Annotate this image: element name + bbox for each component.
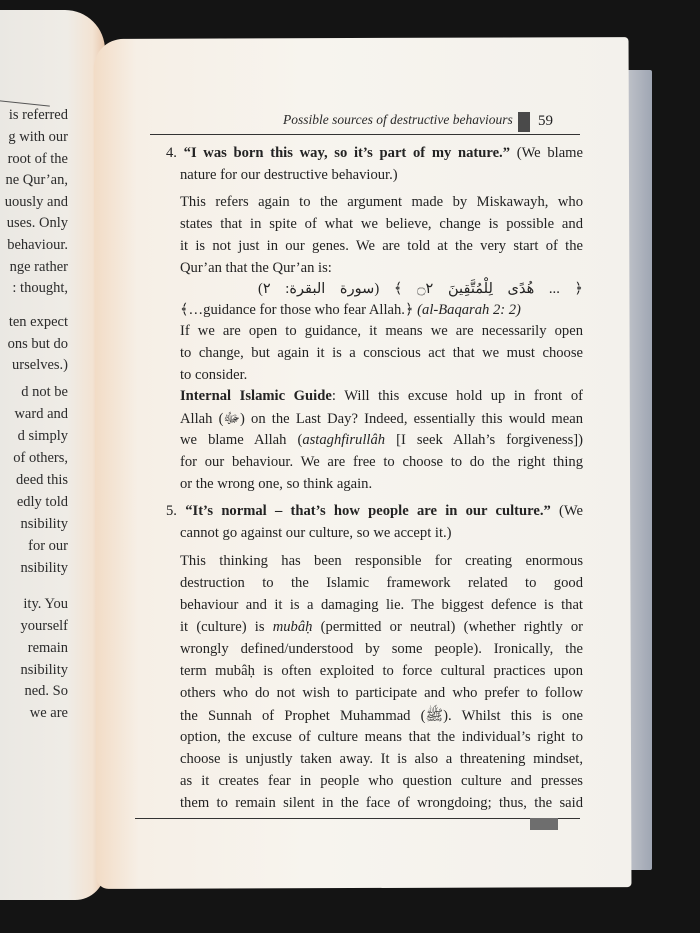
- text-line: [180, 575, 583, 592]
- text-line: [180, 476, 372, 493]
- text-segment: This refers again to the argument made by Miskawayh, who: [180, 194, 583, 210]
- text-segment: Qur’an that the Qur’an is:: [180, 260, 332, 276]
- text-line: [180, 597, 583, 614]
- left-page-line: urselves.): [12, 357, 68, 373]
- text-line: [180, 216, 583, 233]
- text-line: [180, 619, 583, 636]
- text-segment: (permitted or neutral) (whether rightly or: [312, 619, 583, 635]
- text-segment: for our behaviour. We are free to choose to do the right thing: [180, 454, 583, 470]
- text-segment: behaviour and it is a damaging lie. The biggest defence is that: [180, 597, 583, 613]
- text-line: [180, 410, 583, 431]
- left-page-line: nge rather: [9, 259, 68, 275]
- text-line: [180, 238, 583, 255]
- text-segment: wrongly defined/understood by some people). Ironically, the: [180, 641, 583, 657]
- left-page-line: ne Qur’an,: [5, 172, 68, 188]
- left-page-line: is referred: [8, 107, 68, 123]
- text-line: [180, 345, 583, 362]
- text-segment: 5.: [166, 503, 186, 519]
- text-segment: This thinking has been responsible for creating enormous: [180, 553, 583, 569]
- left-page-line: nsibility: [20, 560, 68, 576]
- left-page-line: edly told: [16, 494, 68, 510]
- text-line: [180, 707, 583, 728]
- text-line: [180, 260, 332, 277]
- text-segment: we blame Allah (: [180, 432, 303, 448]
- text-segment: term mubâḥ is often exploited to force cultural practices upon: [180, 663, 583, 679]
- text-segment: destruction to the Islamic framework related to good: [180, 575, 583, 591]
- bold-text: “It’s normal – that’s how people are in our culture.”: [185, 503, 551, 519]
- left-page-line: deed this: [16, 472, 68, 488]
- left-page-line: ity. You: [23, 596, 68, 612]
- text-line: [180, 685, 583, 702]
- text-segment: others who do not wish to participate and who prefer to follow: [180, 685, 583, 701]
- italic-text: (al-Baqarah 2: 2): [417, 302, 521, 318]
- left-header-rule: [0, 98, 50, 106]
- text-segment: (We blame: [510, 145, 583, 161]
- left-page-line: root of the: [7, 151, 68, 167]
- text-segment: the Sunnah of Prophet Muhammad (ﷺ). Whilst this is one: [180, 708, 583, 724]
- left-page-line: behaviour.: [7, 237, 68, 253]
- left-page-line: yourself: [20, 618, 68, 634]
- left-page-line: nsibility: [20, 516, 68, 532]
- text-line: [180, 454, 583, 471]
- text-line: [180, 301, 521, 319]
- text-segment: If we are open to guidance, it means we are necessarily open: [180, 323, 583, 339]
- text-segment: to change, but again it is a conscious act that we must choose: [180, 345, 583, 361]
- text-segment: : Will this excuse hold up in front of: [331, 388, 584, 404]
- header-thumb-block: [518, 112, 530, 132]
- text-line: [166, 503, 583, 520]
- left-page-line: g with our: [8, 129, 68, 145]
- text-segment: option, the excuse of culture means that the individual’s right to: [180, 729, 583, 745]
- text-segment: 4.: [166, 145, 184, 161]
- text-line: [180, 795, 583, 812]
- left-page-line: remain: [27, 640, 68, 656]
- left-page-line: nsibility: [20, 662, 68, 678]
- text-segment: it is not just in our genes. We are told at the very start of the: [180, 238, 583, 254]
- bold-text: “I was born this way, so it’s part of my nature.”: [183, 145, 511, 161]
- text-line: [180, 729, 583, 746]
- text-segment: choose is unjustly taken away. It is also a threatening mindset,: [180, 751, 583, 767]
- left-page-line: d simply: [17, 428, 68, 444]
- text-segment: ﴿ ... هُدًى لِلْمُتَّقِينَ ۝٢ ﴾ (سورة البقرة: ٢): [258, 281, 583, 297]
- text-line: [180, 388, 583, 405]
- text-segment: (We: [550, 503, 584, 519]
- left-page-line: : thought,: [12, 280, 68, 296]
- left-page-line: we are: [29, 705, 68, 721]
- left-page-line: ward and: [14, 406, 68, 422]
- left-page-line: for our: [28, 538, 68, 554]
- left-page-line: uously and: [4, 194, 68, 210]
- footer-block: [530, 818, 558, 830]
- text-segment: Allah (ﷻ) on the Last Day? Indeed, essentially this would mean: [180, 411, 583, 427]
- text-segment: states that in spite of what we believe, change is possible and: [180, 216, 583, 232]
- text-segment: ﴾…guidance for those who fear Allah.﴿: [180, 302, 418, 318]
- text-line: [180, 367, 247, 384]
- left-page-line: of others,: [13, 450, 68, 466]
- text-line: [180, 751, 583, 768]
- text-line: [166, 145, 583, 162]
- text-line: [180, 194, 583, 211]
- text-line: [180, 525, 452, 542]
- text-segment: them to remain silent in the face of wrongdoing; thus, the said: [180, 795, 583, 811]
- text-line: [180, 432, 583, 449]
- text-line: [180, 553, 583, 570]
- text-segment: it (culture) is: [180, 619, 273, 635]
- text-line: [180, 641, 583, 658]
- text-line: [180, 167, 398, 184]
- italic-text: mubâḥ: [272, 619, 313, 635]
- text-segment: to consider.: [180, 367, 248, 383]
- arabic-verse: [258, 280, 583, 298]
- left-page-line: ten expect: [8, 314, 68, 330]
- page-number: 59: [538, 113, 553, 129]
- bold-text: Internal Islamic Guide: [180, 388, 332, 404]
- running-title: Possible sources of destructive behaviours: [283, 112, 513, 127]
- text-segment: cannot go against our culture, so we accept it.): [180, 525, 452, 541]
- left-page-line: ned. So: [24, 683, 68, 699]
- text-segment: as it creates fear in people who question culture and presses: [180, 773, 583, 789]
- text-line: [180, 323, 583, 340]
- left-page-line: ons but do: [7, 336, 68, 352]
- left-page-line: d not be: [21, 384, 68, 400]
- header-rule: [150, 134, 580, 135]
- text-line: [180, 773, 583, 790]
- footer-rule: [135, 818, 580, 819]
- text-line: [180, 663, 583, 680]
- text-segment: nature for our destructive behaviour.): [180, 167, 398, 183]
- left-page-line: uses. Only: [6, 215, 68, 231]
- text-segment: or the wrong one, so think again.: [180, 476, 373, 492]
- italic-text: astaghfirullâh: [302, 432, 386, 448]
- text-segment: [I seek Allah’s forgiveness]): [385, 432, 583, 448]
